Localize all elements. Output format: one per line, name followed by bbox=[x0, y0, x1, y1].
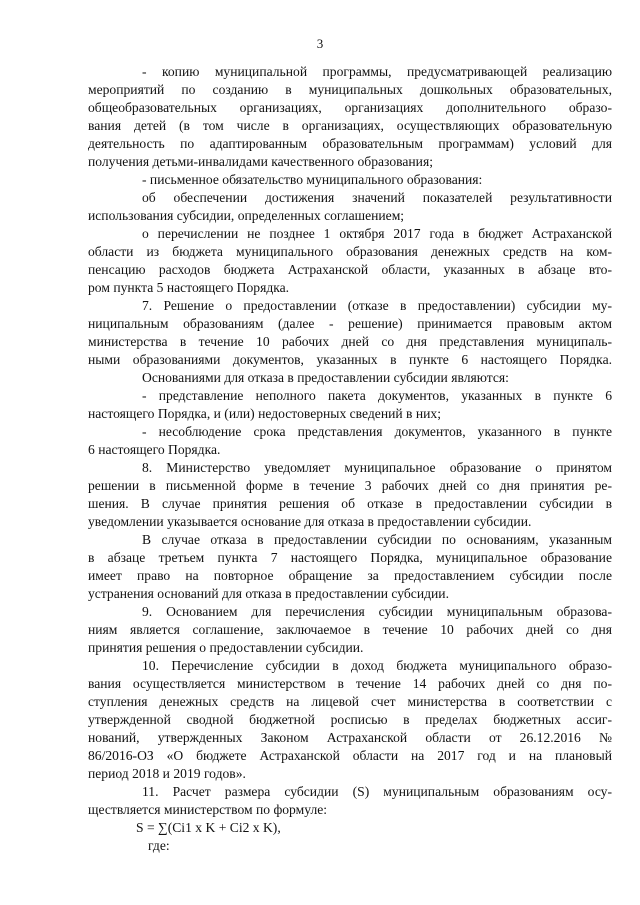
text-line: устранения оснований для отказа в предоставлении субсидии. bbox=[88, 586, 449, 601]
text-line: ром пункта 5 настоящего Порядка. bbox=[88, 280, 290, 295]
text-line: получения детьми-инвалидами качественного образования; bbox=[88, 154, 433, 169]
text-line: утвержденной сводной бюджетной росписью в пределах бюджетных ассиг- bbox=[88, 712, 612, 727]
text-line: 11. Расчет размера субсидии (S) муниципальным образованиям осу- bbox=[142, 784, 612, 799]
text-line: - копию муниципальной программы, предусматривающей реализацию bbox=[142, 64, 612, 79]
text-line: решении в письменной форме в течение 3 рабочих дней со дня принятия ре- bbox=[88, 478, 612, 493]
text-line: 10. Перечисление субсидии в доход бюджета муниципального образо- bbox=[142, 658, 612, 673]
text-line: 9. Основанием для перечисления субсидии муниципальным образова- bbox=[142, 604, 612, 619]
text-line: ниципальным образованиям (далее - решение) принимается правовым актом bbox=[88, 316, 612, 331]
text-line: ниям является соглашение, заключаемое в течение 10 рабочих дней со дня bbox=[88, 622, 612, 637]
document-body bbox=[88, 63, 612, 855]
text-line: об обеспечении достижения значений показателей результативности bbox=[142, 190, 612, 205]
text-line: настоящего Порядка, и (или) недостоверных сведений в них; bbox=[88, 406, 441, 421]
text-line: ступления денежных средств на лицевой счет министерства в соответствии с bbox=[88, 694, 612, 709]
text-line: 8. Министерство уведомляет муниципальное образование о принятом bbox=[142, 460, 612, 475]
text-line: ществляется министерством по формуле: bbox=[88, 802, 328, 817]
formula-where-label: где: bbox=[148, 838, 170, 853]
page-number: 3 bbox=[316, 36, 324, 51]
text-line: 7. Решение о предоставлении (отказе в предоставлении) субсидии му- bbox=[142, 298, 612, 313]
text-line: - несоблюдение срока представления документов, указанного в пункте bbox=[142, 424, 612, 439]
text-line: ными образованиями документов, указанных в пункте 6 настоящего Порядка. bbox=[88, 352, 612, 367]
text-line: 86/2016-ОЗ «О бюджете Астраханской области на 2017 год и на плановый bbox=[88, 748, 612, 763]
text-line: области из бюджета муниципального образования денежных средств на ком- bbox=[88, 244, 612, 259]
text-line: вания осуществляется министерством в течение 14 рабочих дней со дня по- bbox=[88, 676, 612, 691]
text-line: вания детей (в том числе в организациях, осуществляющих образовательную bbox=[88, 118, 612, 133]
text-line: уведомлении указывается основание для отказа в предоставлении субсидии. bbox=[88, 514, 532, 529]
text-line: В случае отказа в предоставлении субсидии по основаниям, указанным bbox=[142, 532, 612, 547]
text-line: общеобразовательных организациях, организациях дополнительного образо- bbox=[88, 100, 612, 115]
text-line: мероприятий по созданию в муниципальных дошкольных образовательных, bbox=[88, 82, 612, 97]
text-line: шения. В случае принятия решения об отказе в предоставлении субсидии в bbox=[88, 496, 612, 511]
text-line: - письменное обязательство муниципального образования: bbox=[142, 172, 483, 187]
text-line: период 2018 и 2019 годов». bbox=[88, 766, 246, 781]
text-line: министерства в течение 10 рабочих дней со дня представления муниципаль- bbox=[88, 334, 612, 349]
text-line: - представление неполного пакета документов, указанных в пункте 6 bbox=[142, 388, 612, 403]
text-line: 6 настоящего Порядка. bbox=[88, 442, 221, 457]
text-line: принятия решения о предоставлении субсидии. bbox=[88, 640, 364, 655]
text-line: имеет право на повторное обращение за предоставлением субсидии после bbox=[88, 568, 612, 583]
text-line: в абзаце третьем пункта 7 настоящего Порядка, муниципальное образование bbox=[88, 550, 612, 565]
text-line: Основаниями для отказа в предоставлении субсидии являются: bbox=[142, 370, 509, 385]
formula: S = ∑(Ci1 x K + Ci2 x K), bbox=[136, 820, 281, 835]
text-line: деятельность по адаптированным образовательным программам) условий для bbox=[88, 136, 612, 151]
text-line: нований, утвержденных Законом Астраханской области от 26.12.2016 № bbox=[88, 730, 612, 745]
text-line: пенсацию расходов бюджета Астраханской области, указанных в абзаце вто- bbox=[88, 262, 612, 277]
text-line: использования субсидии, определенных соглашением; bbox=[88, 208, 405, 223]
text-line: о перечислении не позднее 1 октября 2017 года в бюджет Астраханской bbox=[142, 226, 612, 241]
